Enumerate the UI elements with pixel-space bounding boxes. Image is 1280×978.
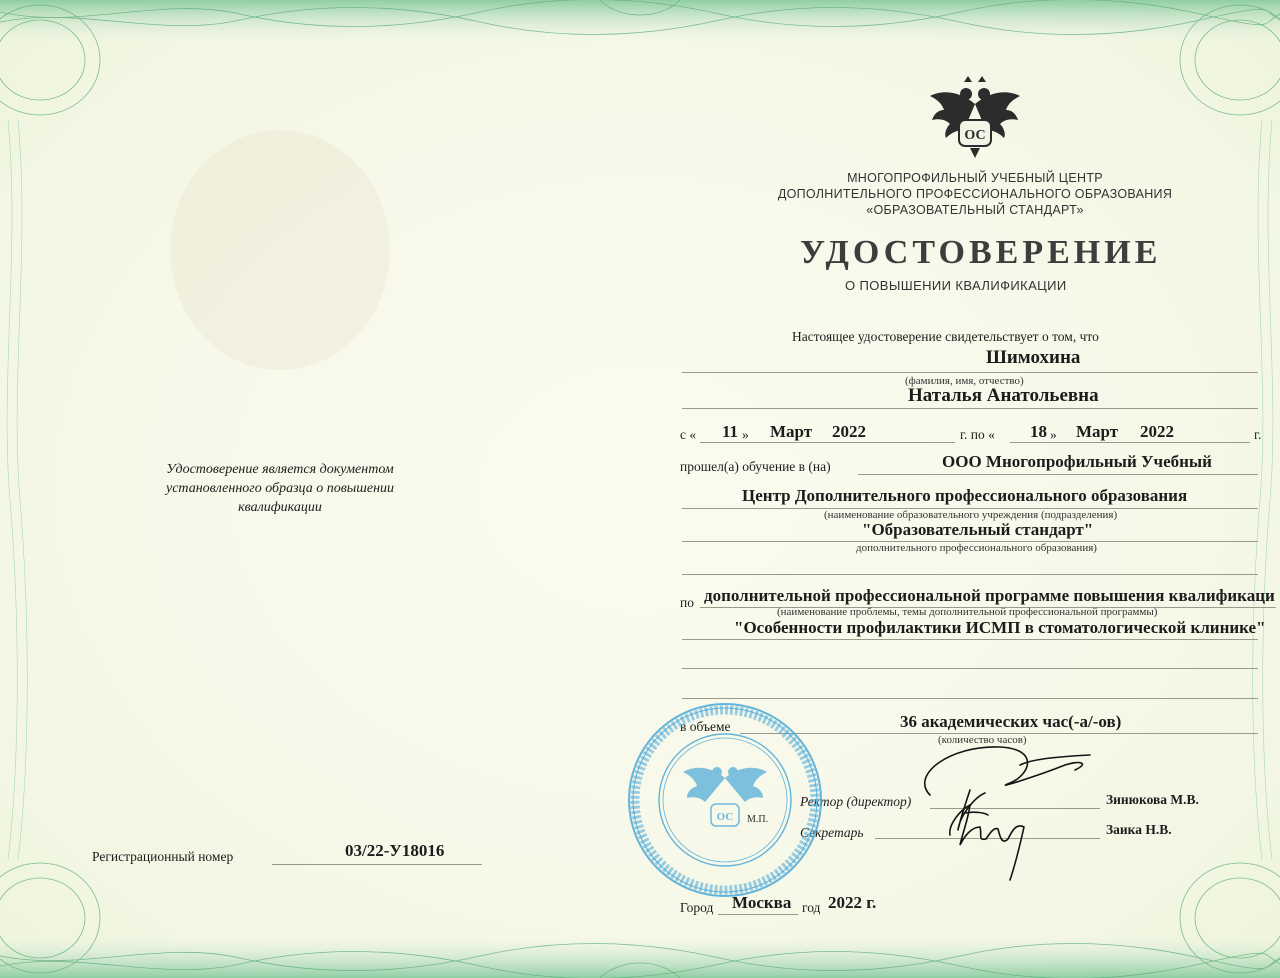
program-line-1: дополнительной профессиональной программе повышения квалификаци <box>704 586 1275 605</box>
year-label: год <box>802 900 821 915</box>
from-year: 2022 <box>832 422 866 441</box>
left-notice <box>130 460 430 517</box>
program-caption: (наименование проблемы, темы дополнительной профессиональной программы) <box>777 606 1158 618</box>
blank-line-3 <box>682 698 1258 699</box>
from-day: 11 <box>722 422 739 441</box>
secretary-name: Заика Н.В. <box>1106 822 1172 837</box>
city-rule <box>718 914 798 915</box>
program-label: по <box>680 595 694 610</box>
org-line-1: МНОГОПРОФИЛЬНЫЙ УЧЕБНЫЙ ЦЕНТР <box>847 171 1103 185</box>
document-title: УДОСТОВЕРЕНИЕ <box>800 234 1162 271</box>
trained-label: прошел(а) обучение в (на) <box>680 459 831 474</box>
reg-number-line <box>272 864 482 865</box>
from-date-line <box>700 442 955 443</box>
notice-line-1: Удостоверение является документом <box>166 462 394 477</box>
rector-name: Зинюкова М.В. <box>1106 792 1199 807</box>
logo-letters: ОС <box>964 128 986 143</box>
institution-line-3: "Образовательный стандарт" <box>862 520 1094 539</box>
handwritten-signatures <box>890 735 1120 885</box>
surname-line <box>682 372 1258 373</box>
to-year: 2022 <box>1140 422 1174 441</box>
city-label: Город <box>680 900 714 915</box>
given-names: Наталья Анатольевна <box>908 385 1099 406</box>
secretary-label: Секретарь <box>800 825 864 840</box>
to-day: 18 <box>1030 422 1047 441</box>
intro-text: Настоящее удостоверение свидетельствует о том, что <box>792 329 1099 344</box>
volume-label: в объеме <box>680 719 731 734</box>
to-quote-close: » <box>1050 427 1057 442</box>
institution-line-1: ООО Многопрофильный Учебный <box>942 452 1212 471</box>
year-to-label: г. по « <box>960 427 995 442</box>
surname: Шимохина <box>986 347 1081 368</box>
blank-line-1 <box>682 574 1258 575</box>
from-month: Март <box>770 422 813 441</box>
name-caption: (фамилия, имя, отчество) <box>905 375 1024 387</box>
document-subtitle: О ПОВЫШЕНИИ КВАЛИФИКАЦИИ <box>845 278 1067 293</box>
stamp-mp: М.П. <box>747 814 769 825</box>
stamp-logo-letters: ОС <box>716 811 734 823</box>
round-seal-stamp <box>625 700 825 900</box>
notice-line-2: установленного образца о повышении квалификации <box>165 481 395 515</box>
year-value: 2022 г. <box>828 893 877 912</box>
org-line-3: «ОБРАЗОВАТЕЛЬНЫЙ СТАНДАРТ» <box>866 203 1084 217</box>
to-month: Март <box>1076 422 1119 441</box>
reg-number-label: Регистрационный номер <box>92 849 234 864</box>
program-line-2-rule <box>682 639 1258 640</box>
year-suffix: г. <box>1254 427 1262 442</box>
blank-line-2 <box>682 668 1258 669</box>
from-quote-close: » <box>742 427 749 442</box>
rector-label: Ректор (директор) <box>800 794 912 809</box>
org-line-2: ДОПОЛНИТЕЛЬНОГО ПРОФЕССИОНАЛЬНОГО ОБРАЗОВАНИЯ <box>777 187 1173 201</box>
eagle-logo-icon <box>928 74 1022 160</box>
reg-number-value: 03/22-У18016 <box>345 841 445 860</box>
institution-line-1-rule <box>858 474 1258 475</box>
program-line-2: "Особенности профилактики ИСМП в стоматологической клинике" <box>734 618 1266 637</box>
city-value: Москва <box>732 893 792 912</box>
hours-caption: (количество часов) <box>938 734 1027 746</box>
institution-caption-2: дополнительного профессионального образования) <box>856 542 1097 554</box>
from-prefix: с « <box>680 427 697 442</box>
to-date-line <box>1010 442 1250 443</box>
institution-line-2: Центр Дополнительного профессионального образования <box>742 486 1188 505</box>
hours-value: 36 академических час(-а/-ов) <box>900 712 1122 731</box>
institution-caption: (наименование образовательного учреждения (подразделения) <box>824 509 1118 521</box>
org-header <box>760 170 1190 218</box>
given-names-line <box>682 408 1258 409</box>
